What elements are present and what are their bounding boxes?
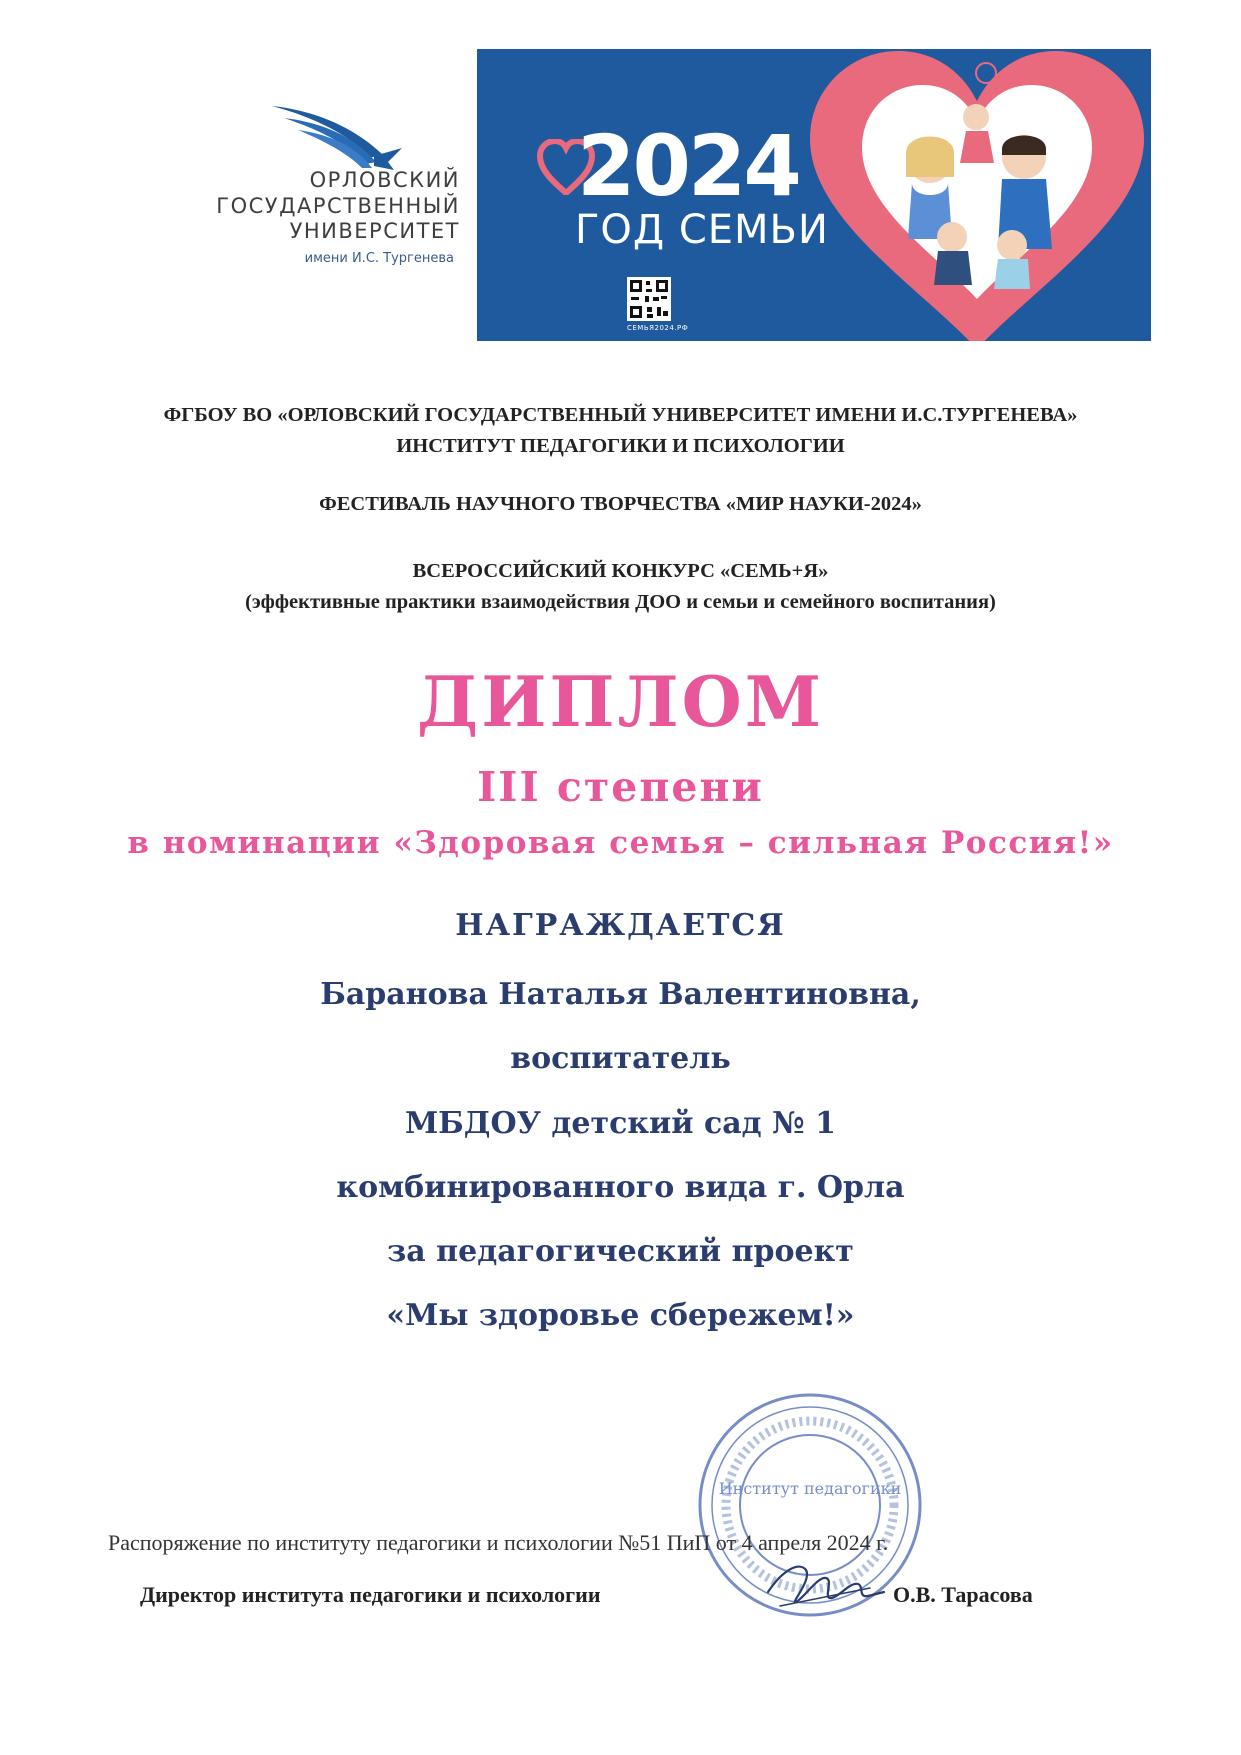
organization-header — [0, 400, 1241, 462]
signer-name: О.В. Тарасова — [893, 1582, 1033, 1607]
recipient-position: воспитатель — [510, 1041, 731, 1076]
university-name-line: ОРЛОВСКИЙ — [309, 168, 460, 192]
diploma-title: ДИПЛОМ — [416, 662, 825, 743]
stamp-text: Институт педагогики — [718, 1479, 902, 1498]
family-heart-illustration — [802, 49, 1151, 341]
contest-name: ВСЕРОССИЙСКИЙ КОНКУРС «СЕМЬ+Я» — [412, 560, 829, 582]
recipient-name: Баранова Наталья Валентиновна, — [320, 977, 921, 1012]
contest-subtitle: (эффективные практики взаимодействия ДОО и семьи и семейного воспитания) — [245, 591, 996, 613]
year-of-family-banner — [477, 49, 1151, 341]
diploma-nomination: в номинации «Здоровая семья – сильная Россия!» — [127, 825, 1114, 861]
project-title: «Мы здоровье сбережем!» — [386, 1298, 855, 1333]
banner-caption: ГОД СЕМЬИ — [575, 207, 829, 253]
recipient-organization: МБДОУ детский сад № 1 — [404, 1106, 837, 1141]
diploma-degree: III степени — [477, 763, 764, 811]
university-name-line: ГОСУДАРСТВЕННЫЙ — [216, 193, 460, 218]
signer-title: Директор института педагогики и психологии — [140, 1582, 601, 1607]
university-name-subline: имени И.С. Тургенева — [304, 250, 454, 266]
contest-header — [0, 556, 1241, 618]
qr-code-icon — [627, 277, 671, 321]
recipient-organization-line2: комбинированного вида г. Орла — [336, 1170, 905, 1205]
signature — [760, 1548, 890, 1618]
awarded-heading: НАГРАЖДАЕТСЯ — [455, 908, 786, 943]
organization-name: ФГБОУ ВО «ОРЛОВСКИЙ ГОСУДАРСТВЕННЫЙ УНИВЕРСИТЕТ ИМЕНИ И.С.ТУРГЕНЕВА» — [163, 404, 1078, 426]
banner-site: СЕМЬЯ2024.РФ — [627, 324, 689, 332]
award-reason: за педагогический проект — [387, 1234, 854, 1269]
order-reference: Распоряжение по институту педагогики и психологии №51 ПиП от 4 апреля 2024 г. — [108, 1530, 889, 1555]
festival-name: ФЕСТИВАЛЬ НАУЧНОГО ТВОРЧЕСТВА «МИР НАУКИ-2024» — [319, 493, 922, 515]
institute-name: ИНСТИТУТ ПЕДАГОГИКИ И ПСИХОЛОГИИ — [396, 435, 845, 457]
university-name-line: УНИВЕРСИТЕТ — [289, 219, 460, 244]
university-logo — [100, 100, 460, 300]
banner-year: 2024 — [577, 117, 799, 215]
